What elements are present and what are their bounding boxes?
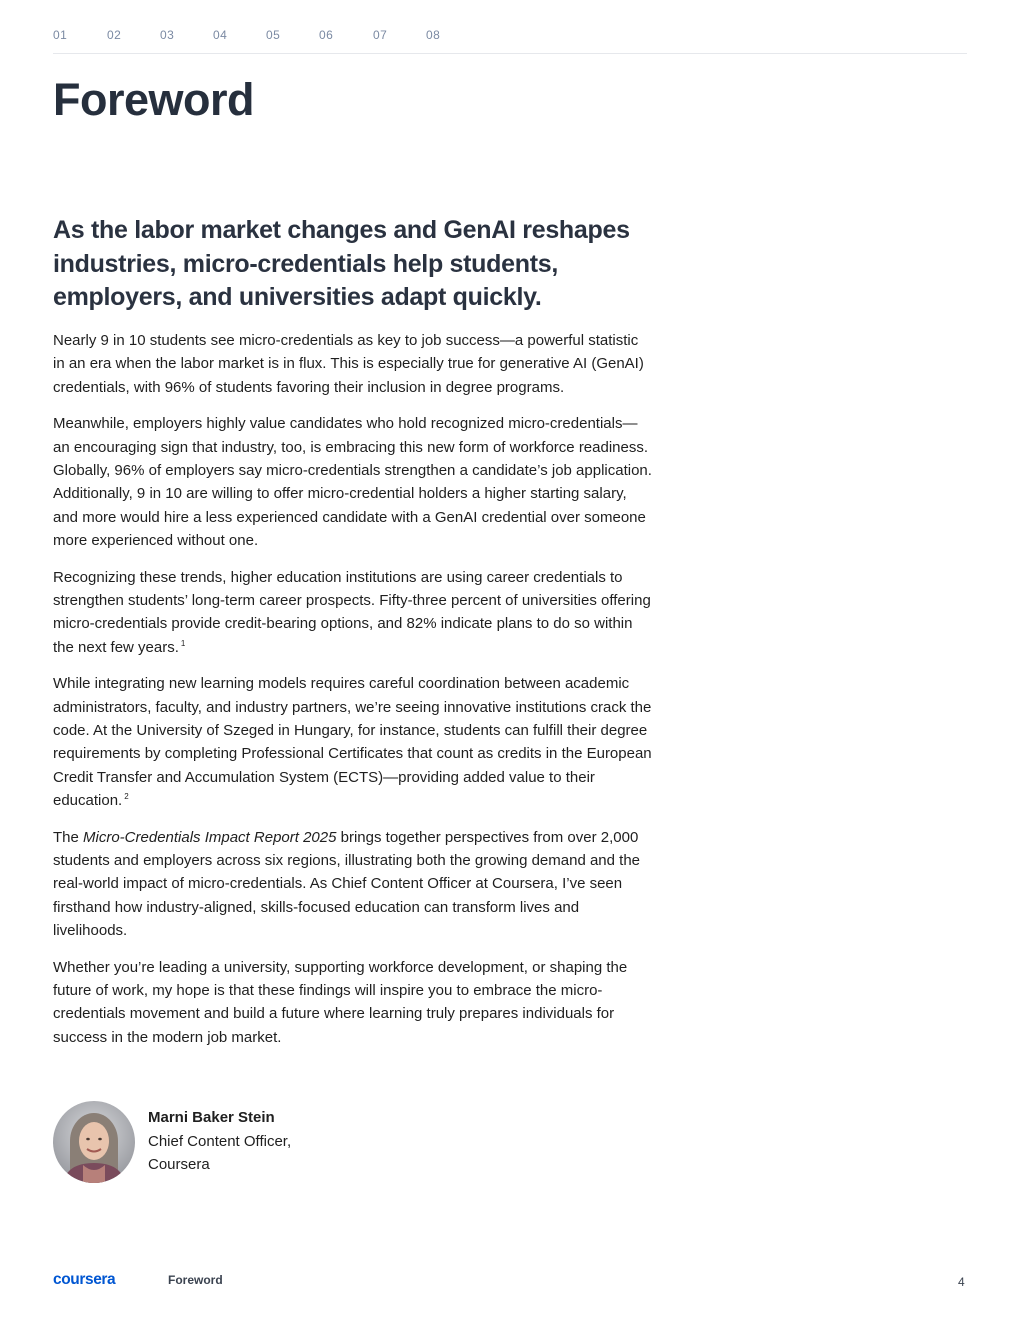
paragraph-5-text: brings together perspectives from over 2,000 students and employers across six regions, illustrating both the growing demand and the real-world impact of micro-credentials. As Chief Content Officer at Coursera, I’ve seen firsthand how industry-aligned, skills-focused education can transform lives and livelihoods.	[53, 828, 640, 939]
foreword-body	[53, 329, 653, 1062]
paragraph-3	[53, 566, 653, 659]
paragraph-5	[53, 826, 653, 942]
page-number: 4	[958, 1275, 965, 1289]
footnote-2[interactable]: 2	[124, 791, 129, 801]
signature-block	[148, 1106, 291, 1177]
nav-item-07[interactable]: 07	[373, 28, 388, 42]
page-subhead: As the labor market changes and GenAI reshapes industries, micro-credentials help students, employers, and universities adapt quickly.	[53, 216, 630, 311]
paragraph-3-text: Recognizing these trends, higher education institutions are using career credentials to strengthen students’ long-term career prospects. Fifty-three percent of universities offering micro-credentials provide credit-bearing options, and 82% indicate plans to do so within the next few years.	[53, 568, 651, 656]
nav-item-04[interactable]: 04	[213, 28, 228, 42]
page-title: Foreword	[53, 74, 255, 125]
paragraph-5-prefix: The	[53, 828, 84, 846]
section-nav	[53, 26, 967, 54]
paragraph-2: Meanwhile, employers highly value candidates who hold recognized micro-credentials—an encouraging sign that industry, too, is embracing this new form of workforce readiness. Globally, 96% of employers say micro-credentials strengthen a candidate’s job application. Additionally, 9 in 10 are willing to offer micro-credential holders a higher starting salary, and more would hire a less experienced candidate with a GenAI credential over someone more experienced without one.	[53, 415, 652, 549]
author-role: Chief Content Officer,	[148, 1132, 292, 1150]
footnote-1[interactable]: 1	[180, 638, 186, 648]
paragraph-1: Nearly 9 in 10 students see micro-credentials as key to job success—a powerful statistic in an era when the labor market is in flux. This is especially true for generative AI (GenAI) credentials, with 96% of students favoring their inclusion in degree programs.	[53, 332, 644, 396]
nav-item-01[interactable]: 01	[53, 28, 68, 42]
paragraph-4-text: While integrating new learning models requires careful coordination between academic administrators, faculty, and industry partners, we’re seeing innovative institutions crack the code. At the University of Szeged in Hungary, for instance, students can fulfill their degree requirements by completing Professional Certificates that count as credits in the European Credit Transfer and Accumulation System (ECTS)—providing added value to their education.	[53, 675, 652, 809]
author-portrait-icon	[53, 1101, 135, 1183]
report-title: Micro-Credentials Impact Report 2025	[83, 828, 337, 846]
nav-item-03[interactable]: 03	[160, 28, 175, 42]
paragraph-4	[53, 672, 653, 812]
nav-item-06[interactable]: 06	[319, 28, 334, 42]
nav-item-02[interactable]: 02	[107, 28, 122, 42]
coursera-logo[interactable]: coursera	[53, 1271, 116, 1288]
paragraph-6: Whether you’re leading a university, supporting workforce development, or shaping the future of work, my hope is that these findings will inspire you to embrace the micro-credentials movement and build a future where learning truly prepares individuals for success in the modern job market.	[53, 958, 628, 1046]
author-org: Coursera	[148, 1156, 210, 1173]
author-name: Marni Baker Stein	[148, 1109, 275, 1126]
avatar	[53, 1101, 135, 1183]
footer-section-label: Foreword	[168, 1273, 223, 1287]
nav-item-08[interactable]: 08	[426, 28, 441, 42]
nav-item-05[interactable]: 05	[266, 28, 281, 42]
